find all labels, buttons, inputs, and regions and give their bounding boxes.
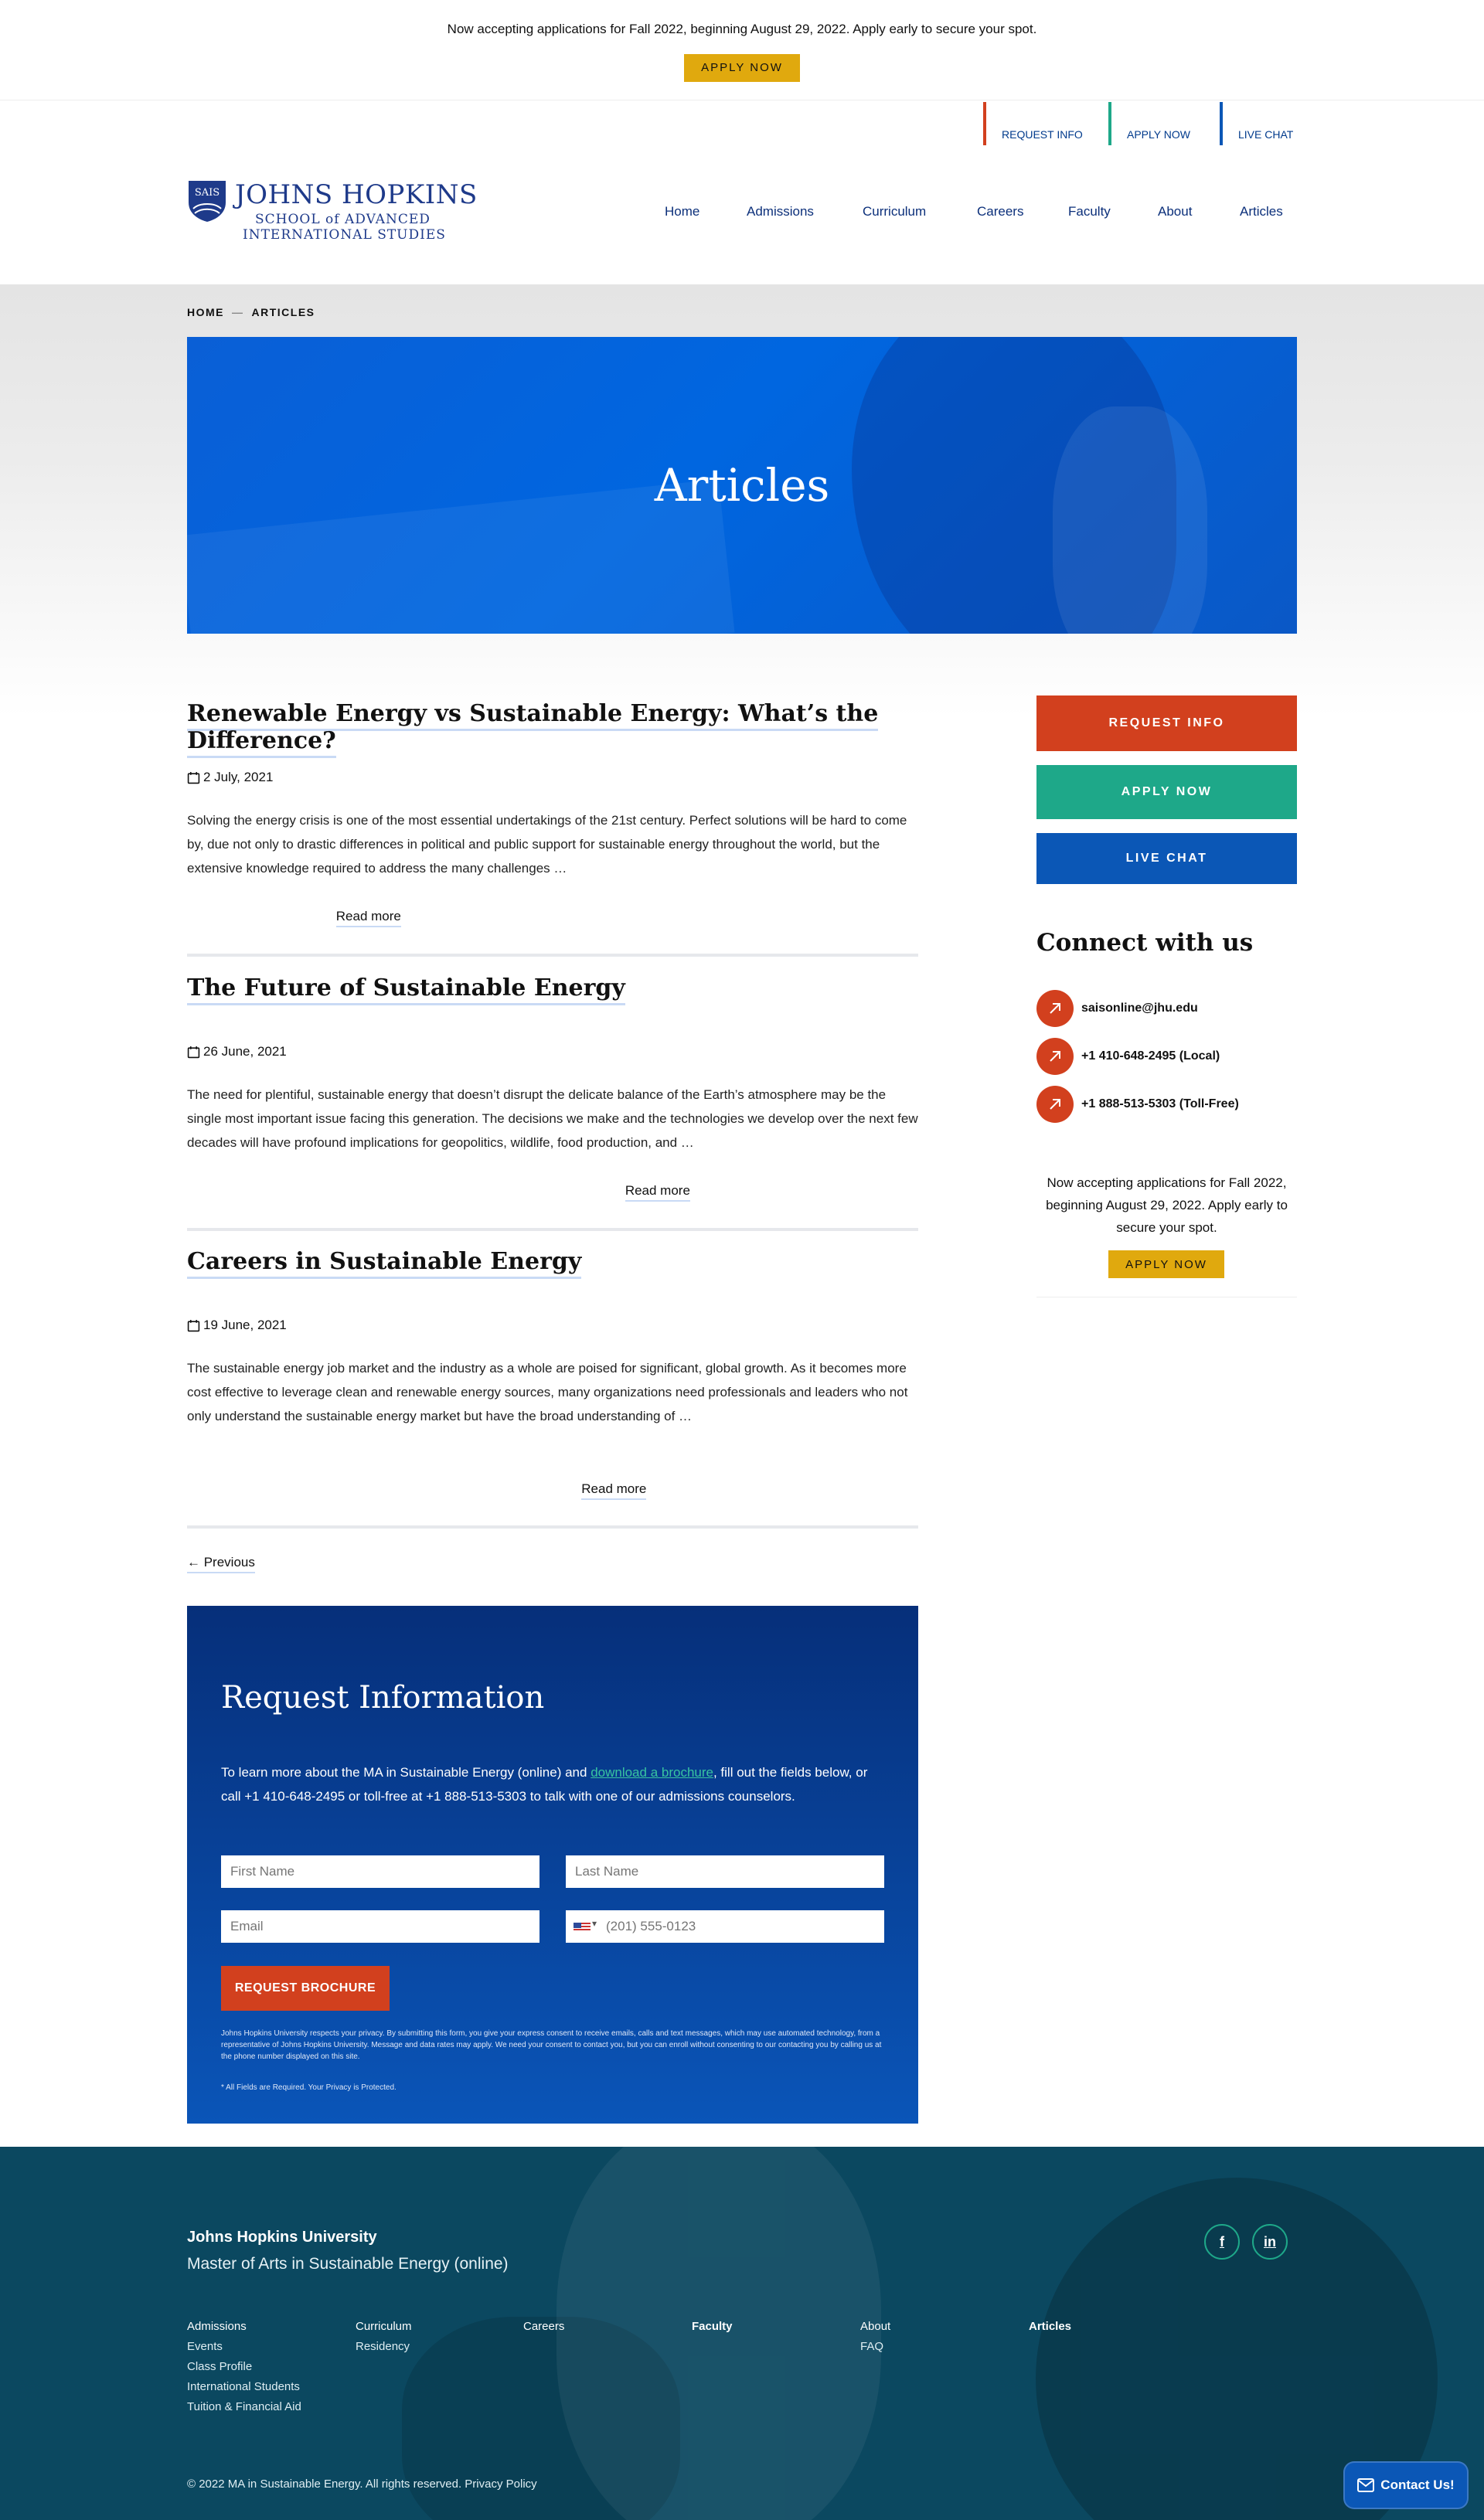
hero-bg-highlight [1053,406,1207,634]
footer-org-name: Johns Hopkins University [187,2229,377,2246]
footer-col-careers [523,2317,564,2337]
arrow-up-right-icon [1036,990,1074,1027]
jhu-sais-logo[interactable] [187,179,478,244]
breadcrumb-current: ARTICLES [251,306,315,318]
breadcrumb-home[interactable]: HOME [187,306,224,318]
sidebar-announcement: Now accepting applications for Fall 2022, beginning August 29, 2022. Apply early to secure your spot. [1046,1175,1288,1235]
site-footer [0,2147,1484,2520]
footer-col-curriculum [356,2317,412,2357]
article-excerpt: The need for plentiful, sustainable energy that doesn’t disrupt the delicate balance of the Earth’s atmosphere may be the single most important issue facing this generation. The decisions we make and the technologies we develop over the next few decades will have profound implications for geopolitics, wildlife, food production, and … [187,1087,918,1150]
breadcrumb-separator: — [232,306,244,318]
article-excerpt: The sustainable energy job market and the industry as a whole are poised for significant, global growth. As it becomes more cost effective to leverage clean and renewable energy sources, many organizations need professionals and leaders who not only understand the sustainable energy market but have the broad understanding of … [187,1361,908,1423]
announcement-bar [0,0,1484,100]
footer-col-about [860,2317,890,2357]
article-card [187,700,918,963]
svg-text:SAIS: SAIS [194,187,220,199]
article-excerpt: Solving the energy crisis is one of the most essential undertakings of the 21st century. Perfect solutions will be hard to come by, due not only to drastic differences in political and public support for sustainable energy throughout the world, but the extensive knowledge required to address the many challenges … [187,813,907,876]
first-name-input[interactable] [221,1855,539,1888]
form-intro-text-end: , fill out the fields below, or call +1 410-648-2495 or toll-free at +1 888-513-5303 to talk with one of our admissions counselors. [221,1765,868,1804]
footer-link[interactable]: Curriculum [356,2320,412,2333]
article-divider [187,1525,918,1529]
required-note: * All Fields are Required. Your Privacy is Protected. [221,2083,397,2092]
breadcrumb [187,306,315,318]
calendar-icon [187,771,200,784]
nav-articles[interactable]: Articles [1240,204,1283,219]
article-divider [187,954,918,957]
footer-link[interactable]: Tuition & Financial Aid [187,2400,301,2413]
us-flag-icon[interactable] [574,1923,591,1932]
utility-live-chat-link[interactable]: LIVE CHAT [1220,102,1293,145]
article-title[interactable]: The Future of Sustainable Energy [187,974,625,1005]
article-date-text: 26 June, 2021 [203,1044,287,1059]
phone-input[interactable] [566,1910,884,1943]
footer-link[interactable]: FAQ [860,2340,884,2353]
linkedin-icon[interactable]: in [1252,2224,1288,2260]
form-intro [221,1760,870,1808]
footer-link[interactable]: Residency [356,2340,410,2353]
calendar-icon [187,1319,200,1332]
country-dropdown-icon[interactable]: ▾ [592,1918,597,1929]
request-brochure-button[interactable]: REQUEST BROCHURE [221,1966,390,2011]
footer-link[interactable]: About [860,2320,891,2333]
read-more-link[interactable]: Read more [625,1183,690,1202]
utility-request-info-link[interactable]: REQUEST INFO [983,102,1083,145]
calendar-icon [187,1046,200,1059]
last-name-input[interactable] [566,1855,884,1888]
contact-phone-tollfree-text: +1 888-513-5303 (Toll-Free) [1081,1097,1239,1110]
logo-mark [187,179,227,202]
contact-email-text: saisonline@jhu.edu [1081,1002,1198,1015]
previous-page-link[interactable]: ← Previous [187,1555,255,1573]
footer-col-admissions [187,2317,301,2417]
article-date-text: 19 June, 2021 [203,1318,287,1332]
article-card [187,974,918,1237]
arrow-up-right-icon [1036,1086,1074,1123]
arrow-up-right-icon [1036,1038,1074,1075]
footer-col-articles [1029,2317,1071,2337]
nav-home[interactable]: Home [665,204,700,219]
contact-phone-local-text: +1 410-648-2495 (Local) [1081,1049,1220,1063]
copyright: © 2022 MA in Sustainable Energy. All rights reserved. Privacy Policy [187,2477,537,2491]
announcement-text: Now accepting applications for Fall 2022, beginning August 29, 2022. Apply early to secure your spot. [447,22,1037,36]
footer-col-faculty [692,2317,733,2337]
logo-line-1: JOHNS HOPKINS [235,179,478,210]
article-date-text: 2 July, 2021 [203,770,274,784]
article-card [187,1248,918,1538]
article-date [187,770,273,785]
footer-link[interactable]: Articles [1029,2320,1072,2333]
nav-careers[interactable]: Careers [977,204,1024,219]
sidebar-request-info-button[interactable]: REQUEST INFO [1036,695,1297,751]
footer-link[interactable]: International Students [187,2380,300,2393]
article-divider [187,1228,918,1231]
nav-about[interactable]: About [1158,204,1193,219]
article-date [187,1318,287,1333]
email-input[interactable] [221,1910,539,1943]
logo-line-2: SCHOOL of ADVANCED [255,212,431,227]
contact-email[interactable] [1036,990,1198,1027]
footer-program-name: Master of Arts in Sustainable Energy (online) [187,2255,509,2273]
privacy-disclaimer: Johns Hopkins University respects your privacy. By submitting this form, you give your express consent to receive emails, calls and text messages, which may use automated technology, from a representative of Johns Hopkins University. Message and data rates may apply. We need your consent to contact you, but you can enroll without consenting to our contacting you by calling us at the phone number displayed on this site. [221,2029,882,2061]
form-title: Request Information [221,1680,545,1716]
nav-faculty[interactable]: Faculty [1068,204,1111,219]
read-more-link[interactable]: Read more [336,909,401,927]
apply-now-button[interactable]: APPLY NOW [684,54,800,82]
contact-us-label: Contact Us! [1380,2477,1455,2492]
article-title[interactable]: Careers in Sustainable Energy [187,1248,581,1279]
logo-line-3: INTERNATIONAL STUDIES [243,227,446,243]
form-intro-text: To learn more about the MA in Sustainable Energy (online) and [221,1765,591,1780]
nav-curriculum[interactable]: Curriculum [863,204,927,219]
footer-link[interactable]: Faculty [692,2320,733,2333]
contact-phone-tollfree[interactable] [1036,1086,1239,1123]
connect-heading: Connect with us [1036,929,1254,957]
utility-apply-now-link[interactable]: APPLY NOW [1108,102,1190,145]
nav-admissions[interactable]: Admissions [747,204,814,219]
hero-banner [187,337,1297,634]
article-title[interactable]: Renewable Energy vs Sustainable Energy: What’s the Difference? [187,700,878,758]
page-title: Articles [654,459,830,512]
contact-phone-local[interactable] [1036,1038,1220,1075]
request-info-form [187,1606,918,2124]
footer-link[interactable]: Class Profile [187,2360,253,2373]
read-more-link[interactable]: Read more [581,1481,646,1500]
sidebar-apply-button[interactable]: APPLY NOW [1108,1250,1224,1278]
download-brochure-link[interactable]: download a brochure [591,1765,713,1780]
facebook-icon[interactable]: f [1204,2224,1240,2260]
article-date [187,1044,287,1059]
footer-link[interactable]: Careers [523,2320,565,2333]
sidebar-apply-now-button[interactable]: APPLY NOW [1036,765,1297,819]
contact-us-widget[interactable] [1343,2461,1469,2509]
footer-link[interactable]: Admissions [187,2320,247,2333]
sidebar-live-chat-button[interactable]: LIVE CHAT [1036,833,1297,884]
mail-icon [1357,2478,1374,2492]
footer-link[interactable]: Events [187,2340,223,2353]
